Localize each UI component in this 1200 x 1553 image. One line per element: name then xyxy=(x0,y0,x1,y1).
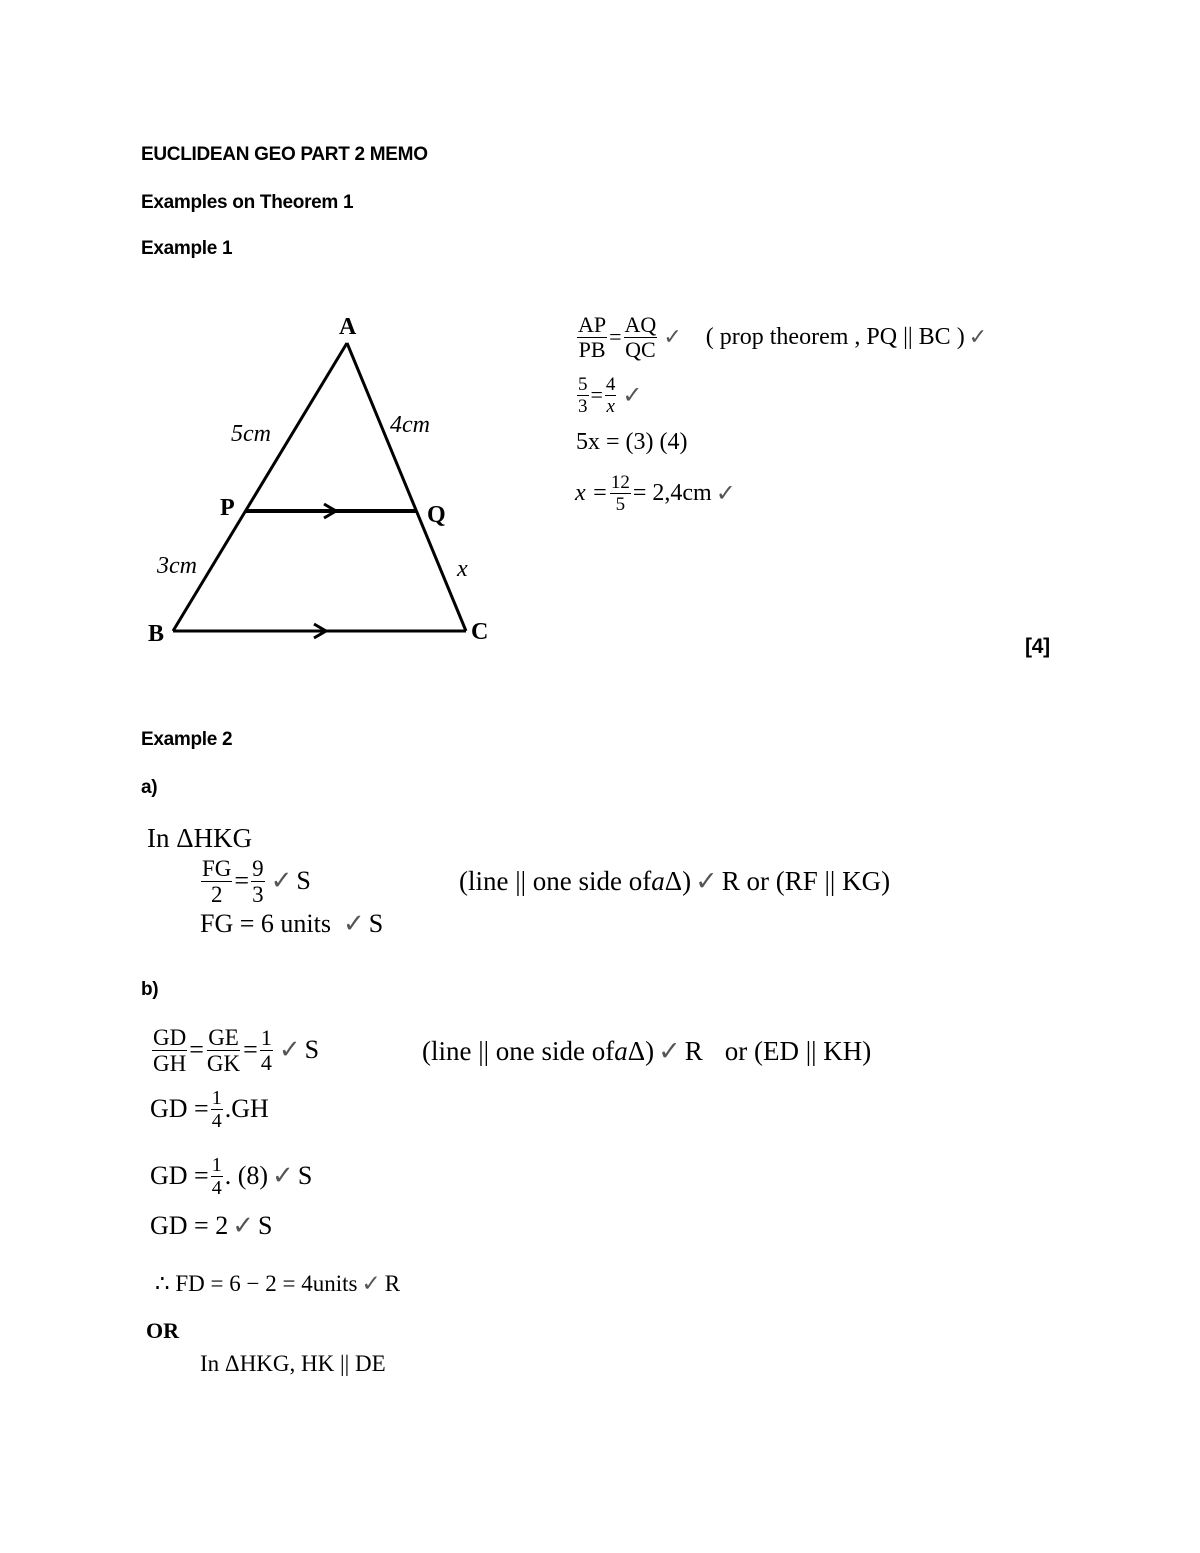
ex1-eq3: 5x = (3) (4) xyxy=(576,428,688,455)
check-icon: ✓ xyxy=(695,865,718,896)
ex2b-eq2: GD = $\frac{1}{4}$ .GH xyxy=(150,1086,269,1132)
ex2a-reason: (line || one side of a Δ) ✓ R or (RF || KG) xyxy=(459,865,891,896)
marks-total: [4] xyxy=(1025,635,1050,658)
example1-heading: Example 1 xyxy=(141,238,233,259)
ex2a-eq2: FG = 6 units ✓ S xyxy=(200,909,384,938)
part-a-label: a) xyxy=(141,777,158,798)
vertex-c: C xyxy=(471,619,489,645)
check-icon: ✓ xyxy=(342,909,365,938)
section-heading: Examples on Theorem 1 xyxy=(141,192,354,213)
check-icon: ✓ xyxy=(270,866,293,895)
ex1-eq4: x = $\frac{12}{5}$ = 2,4cm ✓ xyxy=(575,471,736,515)
triangle-figure xyxy=(0,0,600,700)
label-qc: x xyxy=(457,556,468,582)
side-ab xyxy=(173,343,347,631)
label-ap: 5cm xyxy=(231,421,271,447)
vertex-p: P xyxy=(220,495,235,521)
vertex-q: Q xyxy=(427,502,446,528)
check-icon: ✓ xyxy=(968,324,988,349)
ex1-eq1: $\frac{AP}{PB}$ = $\frac{AQ}{QC}$ ✓ ( prop theorem , PQ || BC ) ✓ xyxy=(578,311,988,362)
check-icon: ✓ xyxy=(658,1035,681,1066)
check-icon: ✓ xyxy=(361,1271,381,1296)
ex2b-reason: (line || one side of a Δ) ✓ R or (ED || KH) xyxy=(422,1035,872,1066)
ex2b-eq4: GD = 2 ✓ S xyxy=(150,1211,273,1240)
or-label: OR xyxy=(146,1318,179,1343)
ex2b-eq1: $\frac{GD}{GH}$ = $\frac{GE}{GK}$ = $\frac{1}{4}$ ✓ S xyxy=(153,1024,320,1076)
label-aq: 4cm xyxy=(390,412,430,438)
ex2b-eq5: ∴ FD = 6 − 2 = 4units ✓ R xyxy=(155,1271,401,1296)
example2-heading: Example 2 xyxy=(141,729,233,750)
check-icon: ✓ xyxy=(715,480,736,507)
check-icon: ✓ xyxy=(232,1211,255,1240)
ex2a-line1: In ΔHKG xyxy=(147,822,253,853)
ex2b-eq3: GD = $\frac{1}{4}$ . (8) ✓ S xyxy=(150,1153,313,1199)
ex2a-eq1: $\frac{FG}{2}$ = $\frac{9}{3}$ ✓ S xyxy=(202,855,311,907)
document-title: EUCLIDEAN GEO PART 2 MEMO xyxy=(141,144,428,165)
check-icon: ✓ xyxy=(663,324,682,349)
check-icon: ✓ xyxy=(272,1161,294,1190)
ex2b-eq6: In ΔHKG, HK || DE xyxy=(200,1351,386,1376)
vertex-b: B xyxy=(148,621,165,647)
vertex-a: A xyxy=(339,314,357,340)
label-pb: 3cm xyxy=(157,553,197,579)
check-icon: ✓ xyxy=(278,1035,301,1064)
side-ac xyxy=(347,343,466,631)
ex1-eq2: $\frac{5}{3}$ = $\frac{4}{x}$ ✓ xyxy=(578,373,643,417)
part-b-label: b) xyxy=(141,979,159,1000)
check-icon: ✓ xyxy=(622,382,643,409)
